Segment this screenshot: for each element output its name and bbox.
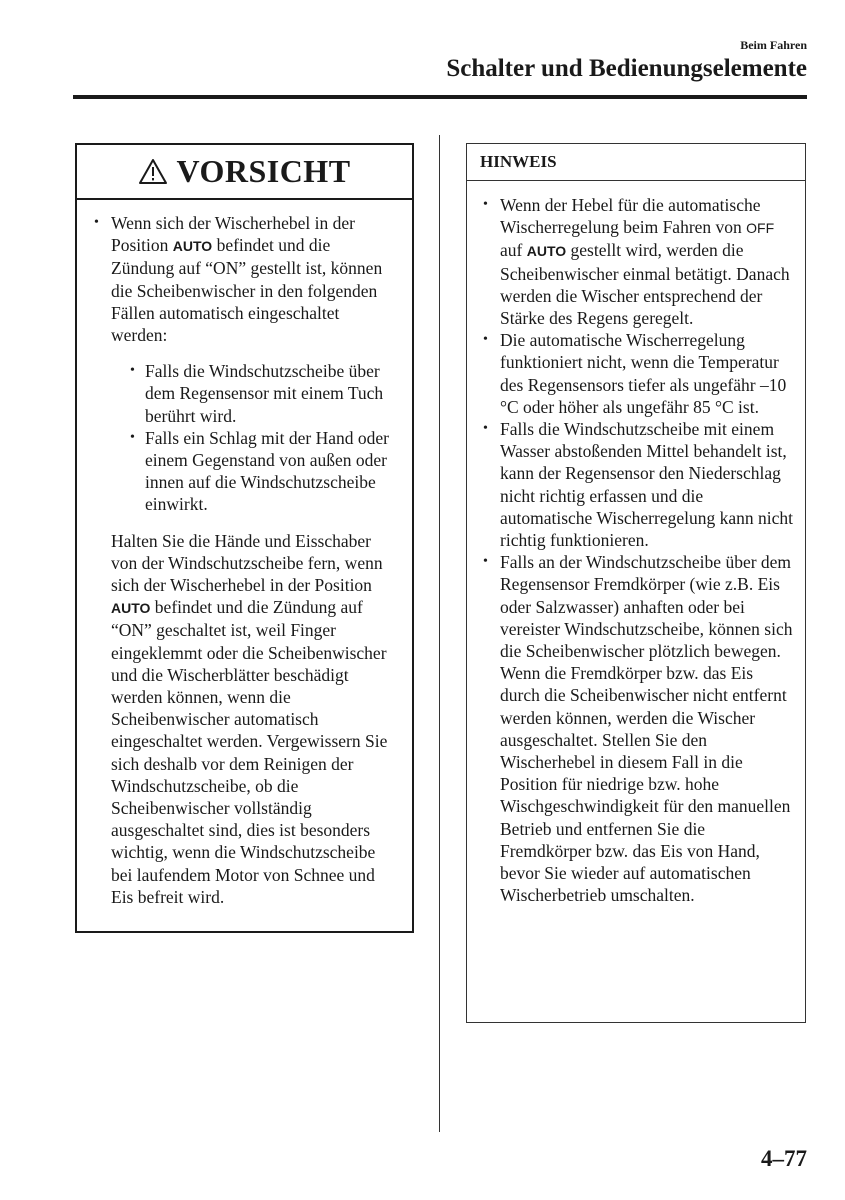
off-position-label: OFF: [746, 220, 775, 237]
hint-heading: HINWEIS: [467, 144, 805, 181]
hint-item: • Falls an der Windschutzscheibe über dem Regensensor Fremdkörper (wie z.B. Eis oder Salzwasser) anhaften oder bei vereister Windschutzscheibe, können sich die Scheibenwischer plötzlich bewegen. Wenn die Fremdkörper bzw. das Eis durch die Scheibenwischer nicht entfernt werden können, werden die Wischer ausgeschaltet. Stellen Sie den Wischerhebel in diesem Fall in die Position für niedrige bzw. hohe Wischgeschwindigkeit für den manuellen Betrieb und entfernen Sie die Fremdkörper bzw. das Eis von Hand, bevor Sie wieder auf automatischen Wischerbetrieb umschalten.: [483, 552, 793, 906]
bullet-icon: •: [483, 197, 488, 212]
caution-item: • Wenn sich der Wischerhebel in der Position AUTO befindet und die Zündung auf “ON” gestellt ist, können die Scheibenwischer in den folgenden Fällen automatisch eingeschaltet werden: • Falls die Windschutzscheibe über dem Regensensor mit einem Tuch berührt wird. • Falls ein Schlag mit der Hand oder einem Gegenstand von außen oder innen auf die Windschutzscheibe einwirkt. Halten Sie die Hände und Eisschaber von der Windschutzscheibe fern, wenn sich der Wischerhebel in der Position AUTO befindet und die Zündung auf “ON” geschaltet ist, weil Finger eingeklemmt oder die Scheibenwischer und die Wischerblätter beschädigt werden können, wenn die Scheibenwischer automatisch eingeschaltet werden. Vergewissern Sie sich deshalb vor dem Reinigen der Windschutzscheibe, ob die Scheibenwischer vollständig ausgeschaltet sind, dies ist besonders wichtig, wenn die Windschutzscheibe bei laufendem Motor von Schnee und Eis befreit wird.: [91, 212, 394, 908]
header-rule: [73, 95, 807, 99]
hint-list: [480, 194, 793, 907]
auto-position-label: AUTO: [111, 600, 151, 617]
bullet-icon: •: [130, 363, 135, 379]
page-title: Schalter und Bedienungselemente: [446, 55, 807, 82]
caution-subitem: • Falls die Windschutzscheibe über dem Regensensor mit einem Tuch berührt wird.: [130, 361, 384, 426]
caution-list: [91, 212, 394, 908]
caution-body: [77, 200, 412, 908]
caution-sublist: [127, 360, 394, 515]
bullet-icon: •: [483, 332, 488, 348]
hint-box: [466, 143, 806, 1023]
section-label: Beim Fahren: [740, 38, 807, 52]
hint-item: • Die automatische Wischerregelung funktioniert nicht, wenn die Temperatur des Regensensors tiefer als ungefähr –10 °C oder höher als ungefähr 85 °C ist.: [483, 330, 787, 417]
caution-paragraph: Halten Sie die Hände und Eisschaber von der Windschutzscheibe fern, wenn sich der Wischerhebel in der Position AUTO befindet und die Zündung auf “ON” geschaltet ist, weil Finger eingeklemmt oder die Scheibenwischer und die Wischerblätter beschädigt werden können, wenn die Scheibenwischer automatisch eingeschaltet werden. Vergewissern Sie sich deshalb vor dem Reinigen der Windschutzscheibe, ob die Scheibenwischer vollständig ausgeschaltet sind, dies ist besonders wichtig, wenn die Windschutzscheibe bei laufendem Motor von Schnee und Eis befreit wird.: [111, 530, 388, 907]
page-number: 4–77: [761, 1146, 807, 1171]
hint-item: • Falls die Windschutzscheibe mit einem Wasser abstoßenden Mittel behandelt ist, kann der Regensensor den Niederschlag nicht richtig erfassen und die automatische Wischerregelung kann nicht richtig funktionieren.: [483, 419, 793, 551]
caution-title: VORSICHT: [176, 153, 351, 189]
caution-heading: [77, 145, 412, 200]
bullet-icon: •: [483, 421, 488, 437]
auto-position-label: AUTO: [526, 243, 567, 260]
caution-box: [75, 143, 414, 933]
bullet-icon: •: [483, 554, 488, 570]
auto-position-label: AUTO: [172, 238, 213, 255]
bullet-icon: •: [130, 429, 135, 445]
caution-subitem: • Falls ein Schlag mit der Hand oder einem Gegenstand von außen oder innen auf die Windschutzscheibe einwirkt.: [130, 427, 389, 515]
warning-triangle-icon: [138, 158, 168, 185]
hint-item: • Wenn der Hebel für die automatische Wischerregelung beim Fahren von OFF auf AUTO gestellt wird, werden die Scheibenwischer einmal betätigt. Danach werden die Wischer entsprechend der Stärke des Regens geregelt.: [483, 195, 790, 329]
column-divider: [439, 135, 440, 1132]
bullet-icon: •: [94, 215, 99, 230]
hint-body: [467, 181, 805, 907]
